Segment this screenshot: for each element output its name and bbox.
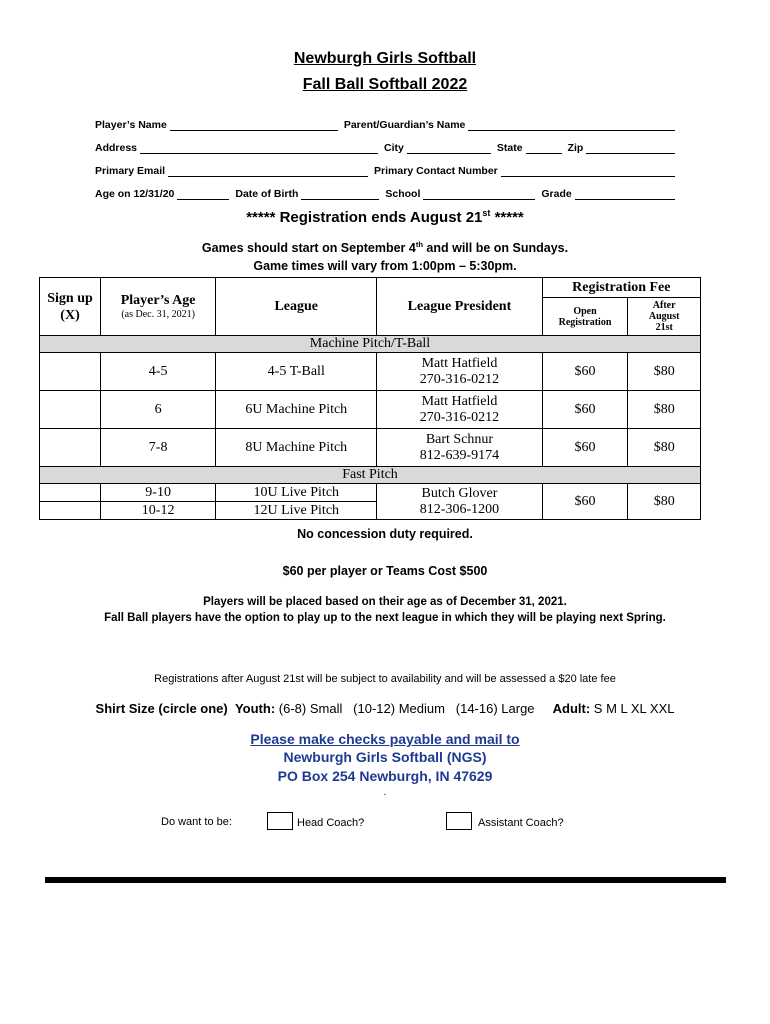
footer-rule <box>45 877 726 883</box>
late-fee-cell: $80 <box>628 353 701 391</box>
contact-number-label: Primary Contact Number <box>374 165 498 177</box>
table-row <box>40 484 701 502</box>
league-header: League <box>216 278 377 336</box>
email-label: Primary Email <box>95 165 166 177</box>
open-fee-cell: $60 <box>542 484 628 520</box>
zip-field[interactable] <box>586 142 675 154</box>
assistant-coach-checkbox[interactable] <box>446 812 472 830</box>
form-title: Newburgh Girls Softball <box>293 50 477 67</box>
open-fee-cell: $60 <box>542 391 628 429</box>
cost-note: $60 per player or Teams Cost $500 <box>282 564 488 578</box>
mail-instructions: Please make checks payable and mail to <box>250 731 520 747</box>
state-field[interactable] <box>526 142 562 154</box>
youth-sizes[interactable]: (6-8) Small (10-12) Medium (14-16) Large <box>278 701 535 716</box>
signup-cell[interactable] <box>40 502 101 520</box>
game-times-note: Game times will vary from 1:00pm – 5:30pm. <box>253 259 517 273</box>
grade-field[interactable] <box>575 188 675 200</box>
president-cell: Butch Glover 812-306-1200 <box>377 484 542 520</box>
zip-label: Zip <box>567 142 584 154</box>
late-fee-note: Registrations after August 21st will be subject to availability and will be assessed a $20 late fee <box>154 673 616 685</box>
signup-cell[interactable] <box>40 484 101 502</box>
age-note: (as Dec. 31, 2021) <box>121 309 195 320</box>
section-fast-pitch: Fast Pitch <box>40 467 701 484</box>
mail-payee: Newburgh Girls Softball (NGS) <box>283 749 487 765</box>
late-fee-cell: $80 <box>628 429 701 467</box>
contact-number-field[interactable] <box>501 165 675 177</box>
placement-note-1: Players will be placed based on their age as of December 31, 2021. <box>203 596 567 608</box>
league-cell: 4-5 T-Ball <box>216 353 377 391</box>
age-header: Player’s Age (as Dec. 31, 2021) <box>101 278 216 336</box>
league-cell: 12U Live Pitch <box>216 502 377 520</box>
signup-cell[interactable] <box>40 353 101 391</box>
open-fee-cell: $60 <box>542 353 628 391</box>
president-cell: Bart Schnur 812-639-9174 <box>377 429 542 467</box>
signup-cell[interactable] <box>40 391 101 429</box>
president-cell: Matt Hatfield 270-316-0212 <box>377 353 542 391</box>
late-fee-cell: $80 <box>628 484 701 520</box>
age-cell: 4-5 <box>101 353 216 391</box>
age-field[interactable] <box>177 188 229 200</box>
city-label: City <box>384 142 404 154</box>
player-info-fields <box>95 108 675 200</box>
players-name-label: Player’s Name <box>95 119 167 131</box>
registration-deadline: ***** Registration ends August 21st ***** <box>246 208 524 226</box>
table-row <box>40 353 701 391</box>
mail-address: PO Box 254 Newburgh, IN 47629 <box>277 768 493 784</box>
assistant-coach-label: Assistant Coach? <box>478 817 564 829</box>
table-row <box>40 429 701 467</box>
head-coach-checkbox[interactable] <box>267 812 293 830</box>
president-cell: Matt Hatfield 270-316-0212 <box>377 391 542 429</box>
dob-field[interactable] <box>301 188 379 200</box>
late-fee-cell: $80 <box>628 391 701 429</box>
parent-name-label: Parent/Guardian’s Name <box>343 119 466 131</box>
grade-label: Grade <box>541 188 572 200</box>
shirt-size-label: Shirt Size (circle one) <box>95 701 228 716</box>
state-label: State <box>496 142 523 154</box>
coach-prompt: Do want to be: <box>161 816 232 828</box>
shirt-size-line <box>0 701 770 716</box>
school-field[interactable] <box>423 188 535 200</box>
president-header: League President <box>377 278 542 336</box>
separator-dot: . <box>383 787 387 798</box>
dob-label: Date of Birth <box>235 188 299 200</box>
address-field[interactable] <box>140 142 378 154</box>
age-cell: 9-10 <box>101 484 216 502</box>
age-cell: 6 <box>101 391 216 429</box>
head-coach-label: Head Coach? <box>297 817 365 829</box>
school-label: School <box>385 188 421 200</box>
city-field[interactable] <box>407 142 491 154</box>
section-machine-pitch: Machine Pitch/T-Ball <box>40 336 701 353</box>
league-cell: 8U Machine Pitch <box>216 429 377 467</box>
league-cell: 10U Live Pitch <box>216 484 377 502</box>
open-fee-cell: $60 <box>542 429 628 467</box>
adult-label: Adult: <box>552 701 591 716</box>
age-cell: 10-12 <box>101 502 216 520</box>
fee-header: Registration Fee <box>542 278 700 298</box>
table-row <box>40 391 701 429</box>
youth-label: Youth: <box>234 701 276 716</box>
league-table <box>39 277 701 520</box>
signup-cell[interactable] <box>40 429 101 467</box>
placement-note-2: Fall Ball players have the option to play up to the next league in which they will be playing next Spring. <box>104 612 666 624</box>
players-name-field[interactable] <box>170 119 338 131</box>
email-field[interactable] <box>168 165 368 177</box>
game-start-note: Games should start on September 4th and will be on Sundays. <box>201 240 569 256</box>
concession-note: No concession duty required. <box>297 527 473 541</box>
signup-header: Sign up (X) <box>40 278 101 336</box>
address-label: Address <box>95 142 138 154</box>
adult-sizes[interactable]: S M L XL XXL <box>593 701 675 716</box>
form-subtitle: Fall Ball Softball 2022 <box>302 76 468 93</box>
after-date-header: After August 21st <box>628 298 701 336</box>
age-on-label: Age on 12/31/20 <box>95 188 175 200</box>
age-cell: 7-8 <box>101 429 216 467</box>
open-registration-header: Open Registration <box>542 298 628 336</box>
parent-name-field[interactable] <box>468 119 675 131</box>
league-cell: 6U Machine Pitch <box>216 391 377 429</box>
